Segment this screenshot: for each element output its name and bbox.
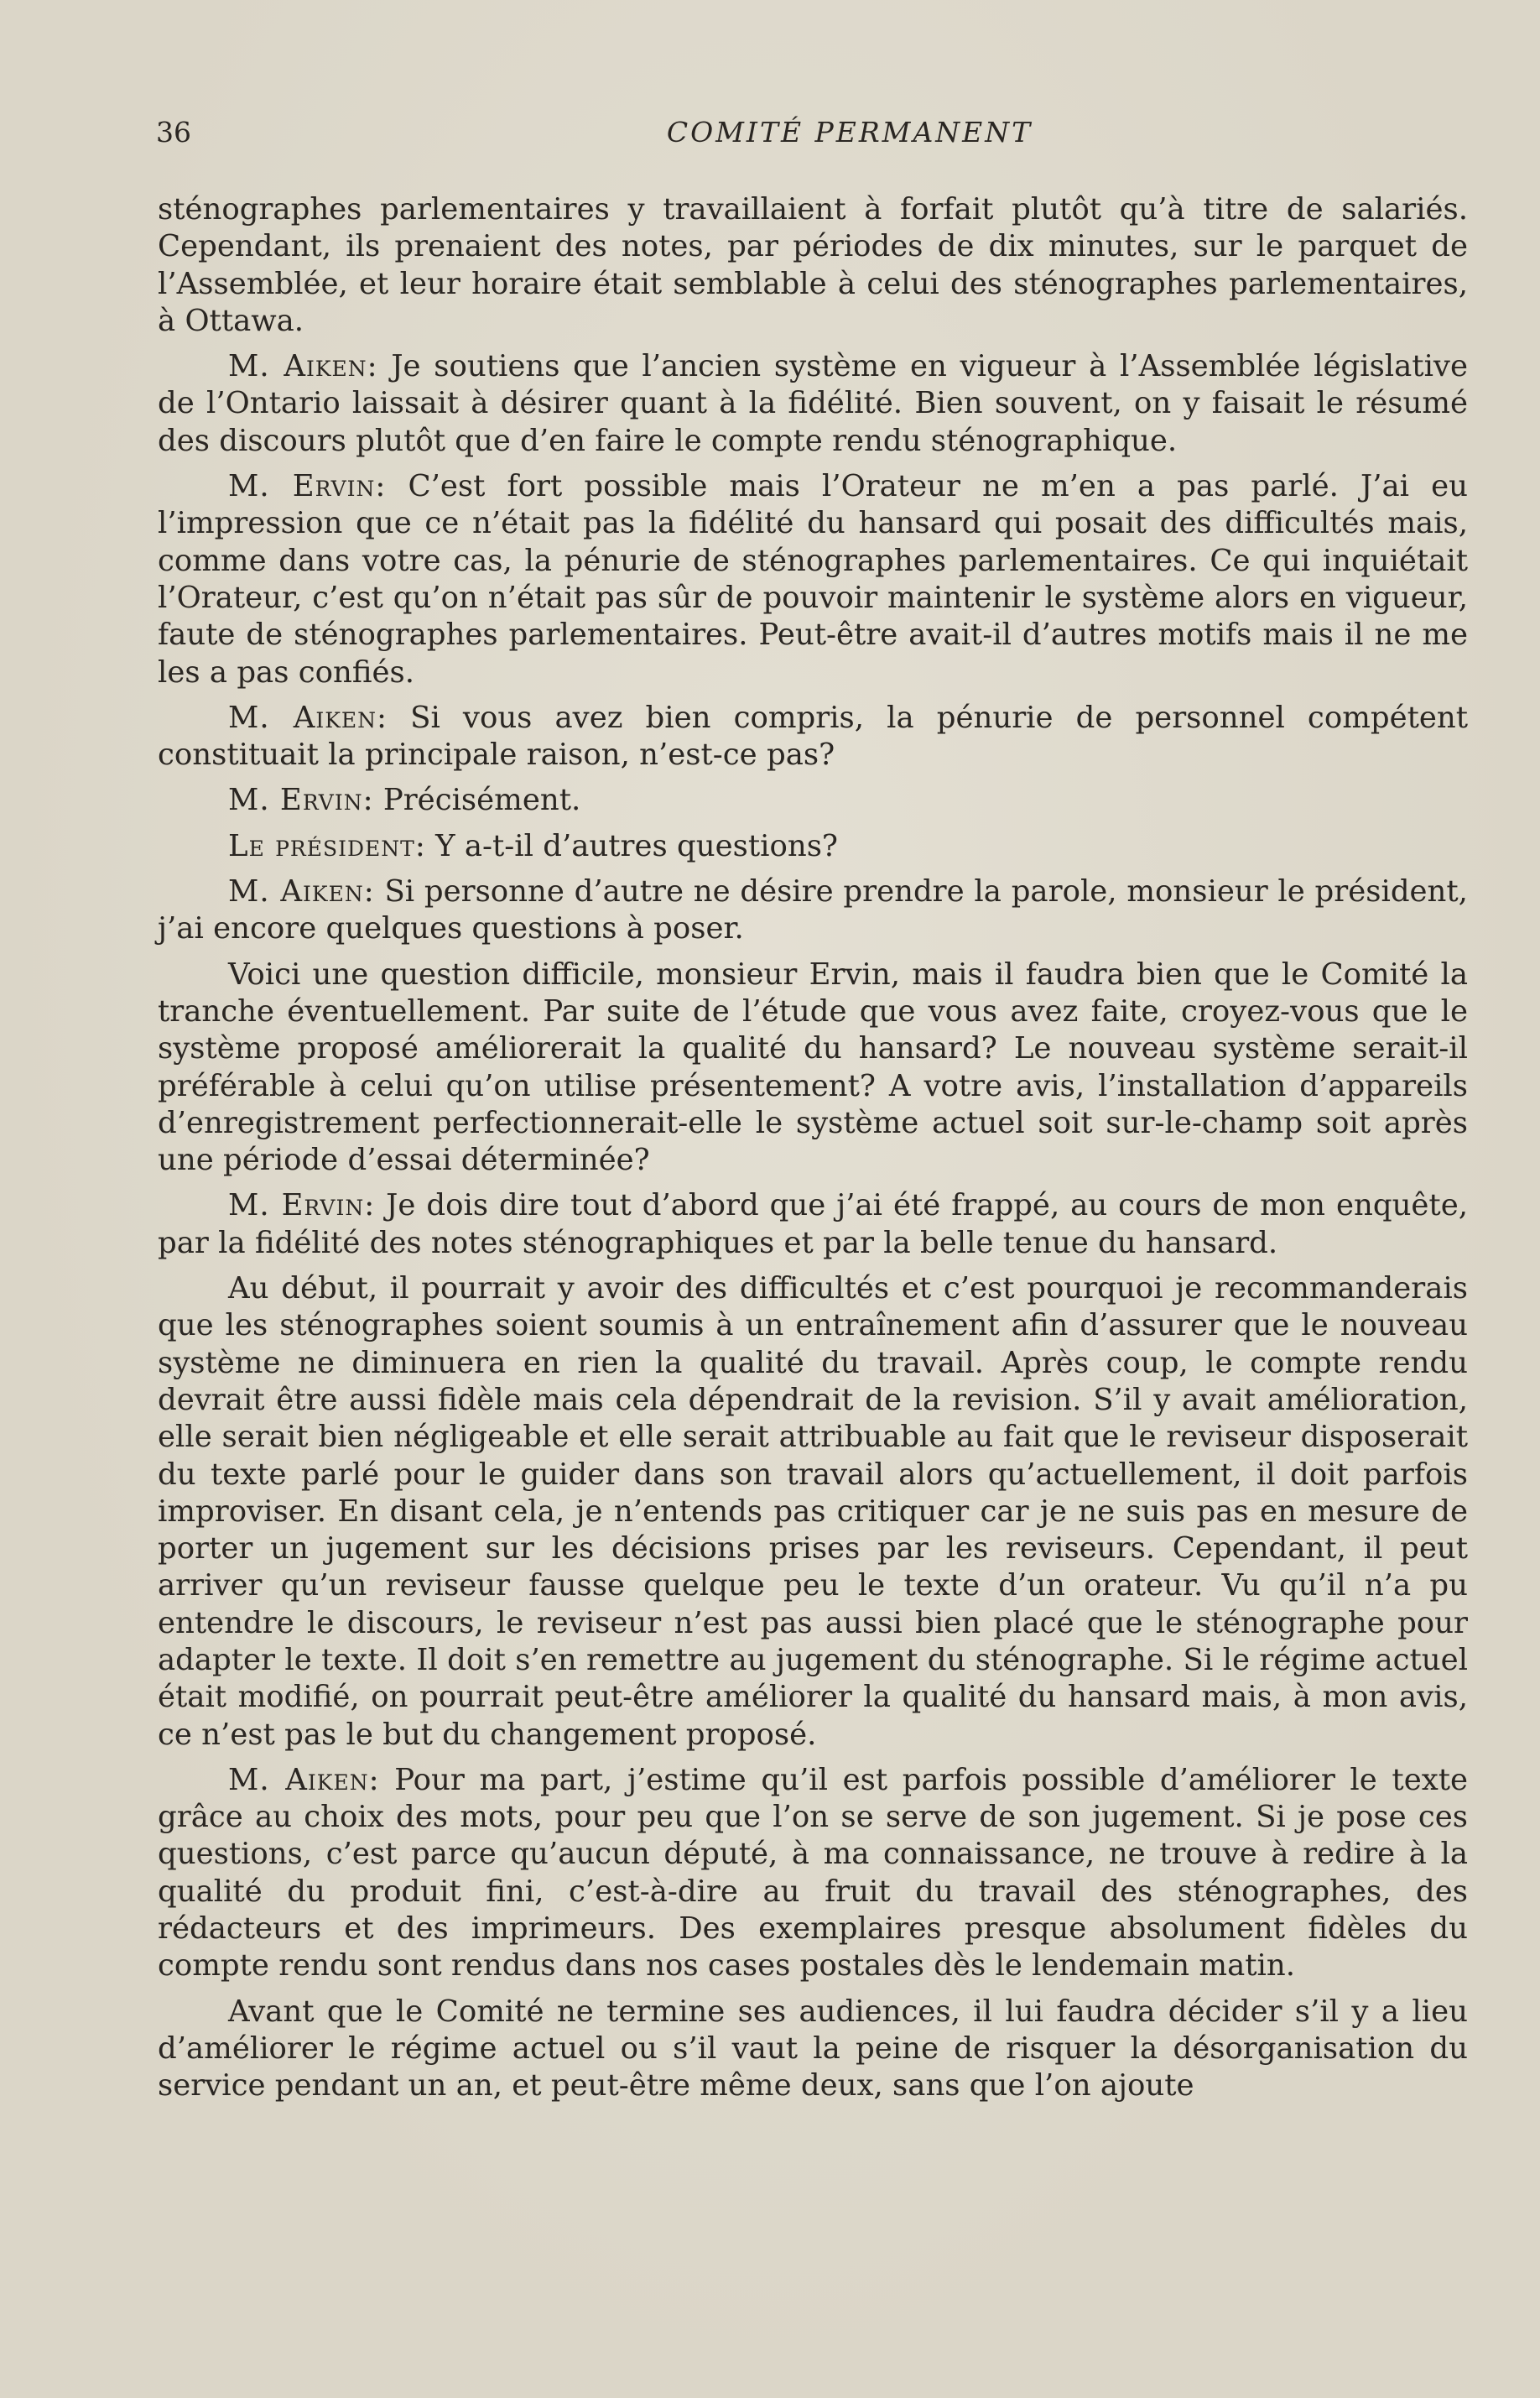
- speaker-name: Le président:: [228, 828, 426, 863]
- speaker-name: M. Ervin:: [228, 1188, 376, 1223]
- paragraph: [158, 348, 1468, 460]
- speaker-name: M. Aiken:: [228, 874, 375, 910]
- paragraph-text: Avant que le Comité ne termine ses audiences, il lui faudra décider s’il y a lieu d’améliorer le régime actuel ou s’il vaut la peine de risquer la désorganisation du service pendant un an, et peut-être même deux, sans que l’on ajoute: [158, 1994, 1468, 2103]
- paragraph: [158, 873, 1468, 948]
- paragraph: [158, 191, 1468, 340]
- page-number: 36: [156, 116, 191, 149]
- paragraph: [158, 1762, 1468, 1985]
- paragraph: [158, 782, 1468, 819]
- paragraph: [158, 828, 1468, 865]
- speaker-name: M. Aiken:: [228, 700, 388, 735]
- page-header: [156, 116, 1468, 158]
- speaker-name: M. Ervin:: [228, 469, 387, 504]
- paragraph-text: Si vous avez bien compris, la pénurie de personnel compétent constituait la principale raison, n’est-ce pas?: [158, 700, 1468, 773]
- paragraph-text: Y a-t-il d’autres questions?: [435, 828, 838, 863]
- paragraph-text: Pour ma part, j’estime qu’il est parfois possible d’améliorer le texte grâce au choix des mots, pour peu que l’on se serve de son jugement. Si je pose ces questions, c’est parce qu’aucun député, à ma connaissance, ne trouve à redire à la qualité du produit fini, c’est-à-dire au fruit du travail des sténographes, des rédacteurs et des imprimeurs. Des exemplaires presque absolument fidèles du compte rendu sont rendus dans nos cases postales dès le lendemain matin.: [158, 1762, 1468, 1984]
- paragraph-text: sténographes parlementaires y travaillaient à forfait plutôt qu’à titre de salariés. Cependant, ils prenaient des notes, par périodes de dix minutes, sur le parquet de l’Assemblée, et leur horaire était semblable à celui des sténographes parlementaires, à Ottawa.: [158, 192, 1468, 338]
- paragraph-text: Je soutiens que l’ancien système en vigueur à l’Assemblée législative de l’Ontario laissait à désirer quant à la fidélité. Bien souvent, on y faisait le résumé des discours plutôt que d’en faire le compte rendu sténographique.: [158, 349, 1468, 458]
- paragraph: [158, 1270, 1468, 1754]
- paragraph: [158, 1994, 1468, 2105]
- paragraph-text: Si personne d’autre ne désire prendre la parole, monsieur le président, j’ai encore quelques questions à poser.: [158, 874, 1468, 946]
- paragraph: [158, 468, 1468, 691]
- speaker-name: M. Aiken:: [228, 349, 378, 384]
- running-title: COMITÉ PERMANENT: [666, 116, 1033, 149]
- paragraph-text: Au début, il pourrait y avoir des difficultés et c’est pourquoi je recommanderais que les sténographes soient soumis à un entraînement afin d’assurer que le nouveau système ne diminuera en rien la qualité du travail. Après coup, le compte rendu devrait être aussi fidèle mais cela dépendrait de la revision. S’il y avait amélioration, elle serait bien négligeable et elle serait attribuable au fait que le reviseur disposerait du texte parlé pour le guider dans son travail alors qu’actuellement, il doit parfois improviser. En disant cela, je n’entends pas critiquer car je ne suis pas en mesure de porter un jugement sur les décisions prises par les reviseurs. Cependant, il peut arriver qu’un reviseur fausse quelque peu le texte d’un orateur. Vu qu’il n’a pu entendre le discours, le reviseur n’est pas aussi bien placé que le sténographe pour adapter le texte. Il doit s’en remettre au jugement du sténographe. Si le régime actuel était modifié, on pourrait peut-être améliorer la qualité du hansard mais, à mon avis, ce n’est pas le but du changement proposé.: [158, 1271, 1468, 1752]
- paragraph: [158, 957, 1468, 1180]
- paragraph-text: Je dois dire tout d’abord que j’ai été frappé, au cours de mon enquête, par la fidélité des notes sténographiques et par la belle tenue du hansard.: [158, 1188, 1468, 1260]
- paragraph-text: Précisément.: [382, 783, 581, 818]
- paragraph: [158, 700, 1468, 774]
- page-body: [158, 191, 1468, 2114]
- paragraph: [158, 1187, 1468, 1262]
- speaker-name: M. Aiken:: [228, 1762, 380, 1797]
- paragraph-text: C’est fort possible mais l’Orateur ne m’en a pas parlé. J’ai eu l’impression que ce n’était pas la fidélité du hansard qui posait des difficultés mais, comme dans votre cas, la pénurie de sténographes parlementaires. Ce qui inquiétait l’Orateur, c’est qu’on n’était pas sûr de pouvoir maintenir le système alors en vigueur, faute de sténographes parlementaires. Peut-être avait-il d’autres motifs mais il ne me les a pas confiés.: [158, 469, 1468, 690]
- speaker-name: M. Ervin:: [228, 783, 374, 818]
- paragraph-text: Voici une question difficile, monsieur Ervin, mais il faudra bien que le Comité la tranche éventuellement. Par suite de l’étude que vous avez faite, croyez-vous que le système proposé améliorerait la qualité du hansard? Le nouveau système serait-il préférable à celui qu’on utilise présentement? A votre avis, l’installation d’appareils d’enregistrement perfectionnerait-elle le système actuel soit sur-le-champ soit après une période d’essai déterminée?: [158, 957, 1468, 1178]
